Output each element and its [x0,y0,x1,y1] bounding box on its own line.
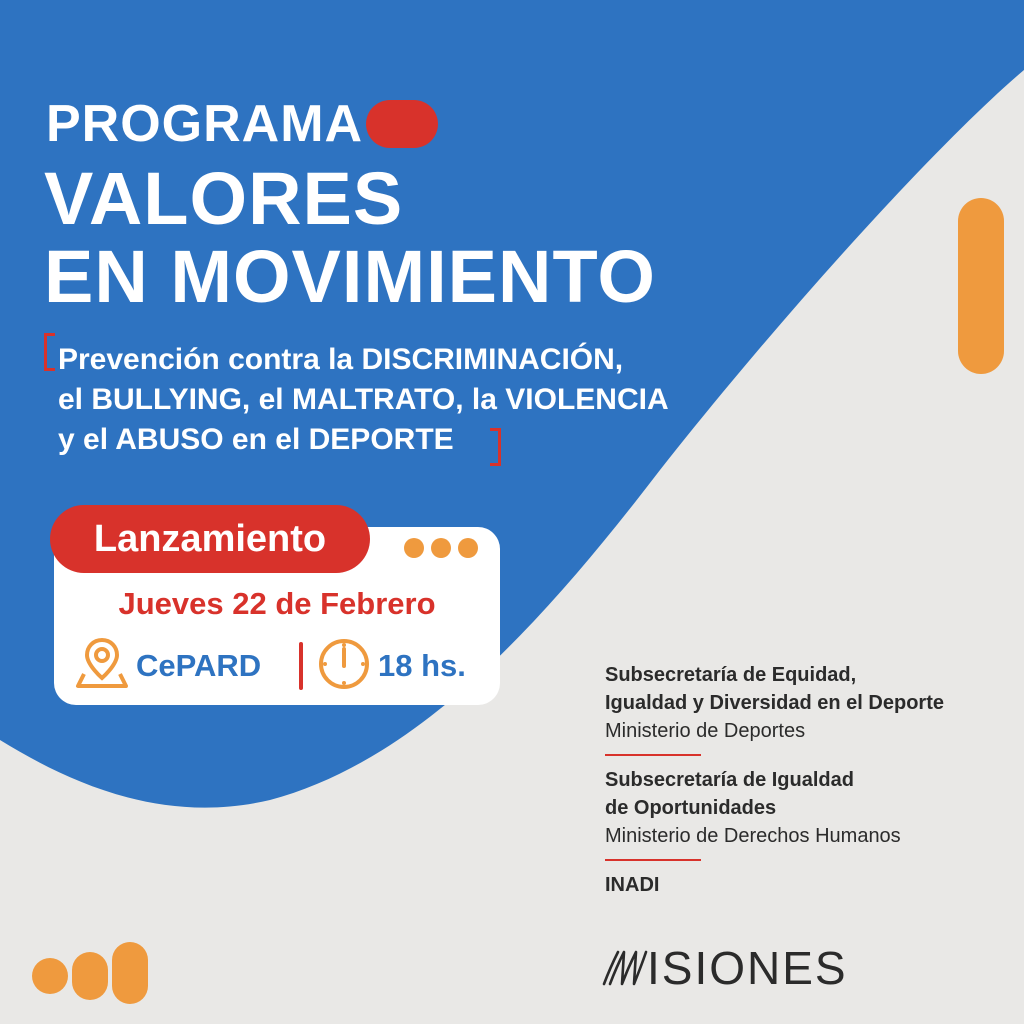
event-time: 18 hs. [378,648,466,683]
location-pin-icon [74,634,130,690]
event-date: Jueves 22 de Febrero [118,586,436,621]
orange-pill-decoration [958,198,1004,374]
orange-bar-medium [72,952,108,1000]
org-3-name: INADI [605,874,660,896]
clock-icon [316,636,372,692]
subtitle-line-3: y el ABUSO en el DEPORTE [58,423,454,456]
heading-programa: PROGRAMA [46,95,364,153]
org-2-name-line-2: de Oportunidades [605,797,777,819]
org-2-name-line-1: Subsecretaría de Igualdad [605,769,854,791]
subtitle [58,340,669,460]
org-2-ministry: Ministerio de Derechos Humanos [605,825,901,847]
heading-title [44,157,656,318]
organizers [605,661,944,899]
card-dot-3 [458,538,478,558]
subtitle-bracket-close [490,428,501,466]
subtitle-bracket-open [44,333,55,371]
org-divider-2 [605,859,701,861]
card-dot-1 [404,538,424,558]
event-label: Lanzamiento [50,505,370,573]
org-divider-1 [605,754,701,756]
orange-dot-small [32,958,68,994]
heading-line-2: EN MOVIMIENTO [44,235,656,318]
event-location: CePARD [136,648,262,683]
subtitle-line-2: el BULLYING, el MALTRATO, la VIOLENCIA [58,383,669,416]
card-dot-2 [431,538,451,558]
org-1-ministry: Ministerio de Deportes [605,720,806,742]
heading-line-1: VALORES [44,157,404,240]
orange-bar-large [112,942,148,1004]
org-1-name-line-1: Subsecretaría de Equidad, [605,664,857,686]
subtitle-line-1: Prevención contra la DISCRIMINACIÓN, [58,343,624,376]
separator [299,642,303,690]
misiones-logo-text: ISIONES [647,942,848,994]
org-1-name-line-2: Igualdad y Diversidad en el Deporte [605,692,944,714]
